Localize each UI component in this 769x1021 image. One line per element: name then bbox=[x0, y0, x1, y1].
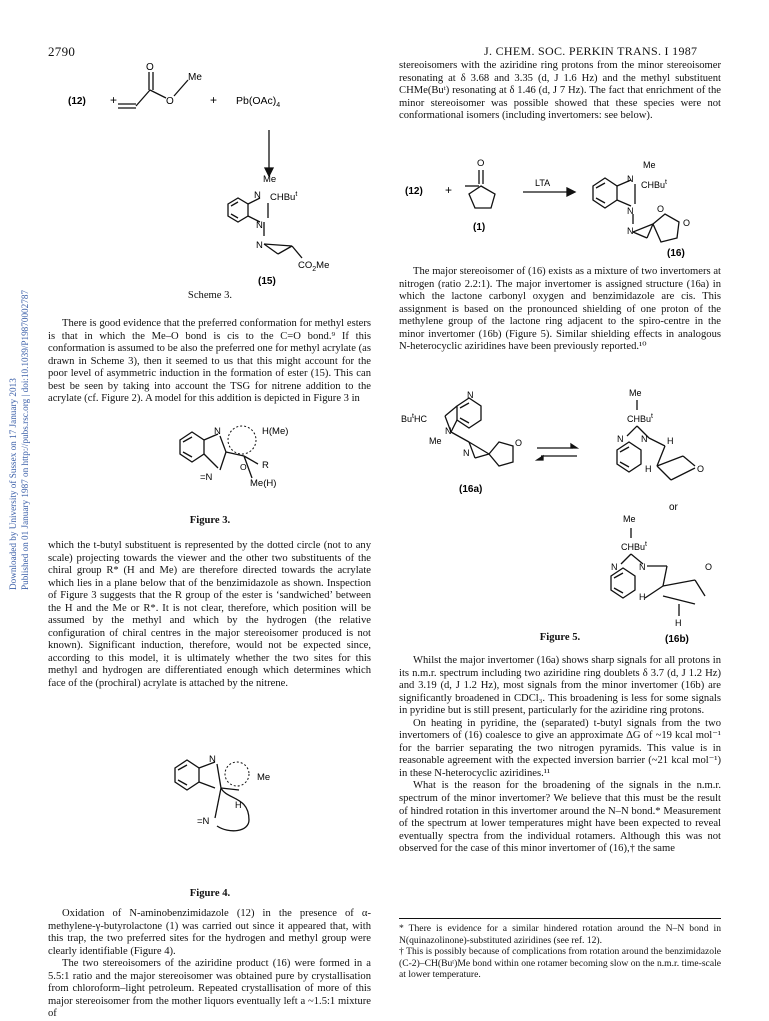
fig5a-n3: N bbox=[463, 448, 470, 458]
figure-3 bbox=[170, 410, 310, 510]
figure-4 bbox=[165, 748, 295, 848]
left-paragraph-3: Oxidation of N-aminobenzimidazole (12) in the presence of α-methylene-γ-butyrolactone (1) was carried out since it appeared that, with this trap, the two preferred sites for the hydrogen and methyl group were clearly identifiable (Figure 4). The two stereoisomers of the aziridine product (16) were formed in a 5.5:1 ratio and the major stereoisomer was obtained pure by crystallisation from chloroform–light petroleum. Repeated crystallisation of more of this major stereoisomer from the mother liquors eventually left a ~1.5:1 mixture of bbox=[48, 908, 371, 1020]
fig5-bot-o: O bbox=[705, 562, 713, 572]
fig5-bot-n1: N bbox=[611, 562, 618, 572]
fig4-me: Me bbox=[257, 772, 271, 783]
fig5-top-h2: H bbox=[645, 464, 652, 474]
lta-o: O bbox=[477, 158, 485, 169]
s3-product-me: Me bbox=[263, 174, 277, 185]
lta-chbut: CHBu$^t$ bbox=[641, 179, 667, 190]
fig5a-n1: N bbox=[467, 390, 474, 400]
lta-o-ring: O bbox=[683, 218, 691, 228]
fig4-n-bottom: =N bbox=[197, 816, 210, 827]
download-watermark bbox=[6, 60, 32, 590]
figure-3-caption: Figure 3. bbox=[189, 515, 231, 526]
fig5-top-o: O bbox=[697, 464, 705, 474]
lta-o-carbonyl: O bbox=[657, 204, 665, 214]
scheme-3 bbox=[40, 58, 370, 308]
fig5a-label: (16a) bbox=[459, 484, 483, 495]
s3-chbut: CHBu$^t$ bbox=[270, 191, 298, 203]
s3-reactant-label: (12) bbox=[68, 96, 86, 107]
s3-n2: N bbox=[256, 220, 263, 231]
scheme-3-caption: Scheme 3. bbox=[187, 290, 233, 301]
lta-plus: + bbox=[445, 183, 453, 197]
fig4-h: H bbox=[235, 800, 242, 810]
fig5-or: or bbox=[669, 502, 678, 513]
fig3-o: O bbox=[240, 462, 247, 472]
fig5a-o: O bbox=[515, 438, 523, 448]
s3-o-carbonyl: O bbox=[146, 62, 154, 73]
lta-reagent: LTA bbox=[535, 178, 551, 188]
fig5a-me: Me bbox=[429, 436, 442, 446]
lta-product-me: Me bbox=[643, 160, 656, 170]
page-number: 2790 bbox=[48, 44, 76, 59]
lta-n3: N bbox=[627, 226, 634, 236]
fig5-bot-chbut: CHBu$^t$ bbox=[621, 541, 647, 552]
fig3-n-top: N bbox=[214, 426, 221, 437]
fig5-bot-h: H bbox=[639, 592, 646, 602]
s3-n1: N bbox=[254, 190, 261, 201]
s3-o-ester: O bbox=[166, 96, 174, 107]
left-paragraph-1: There is good evidence that the preferred conformation for methyl esters is that in which the Me–O bond is cis to the C=O bond.⁹ If this conformation is assumed to be also the preferred one for methyl acrylate (as drawn in Scheme 3), then it seemed to us that this might account for the poor level of asymmetric induction in the formation of ester (15). This can best be seen by taking into account the TSG for nitrene addition to the acrylate (cf. Figure 2). A model for this addition is depicted in Figure 3 in bbox=[48, 318, 371, 405]
left-paragraph-4: The two stereoisomers of the aziridine product (16) were formed in a 5.5:1 ratio and the major stereoisomer was obtained pure by crystallisation from chloroform–light petroleum. Repeated crystallisation of more of this major stereoisomer from the mother liquors eventually left a ~1.5:1 mixture of bbox=[48, 958, 371, 1020]
fig5-bot-me: Me bbox=[623, 514, 636, 524]
fig5a-n2: N bbox=[445, 426, 452, 436]
footnote-1: * There is evidence for a similar hindered rotation around the N–N bond in N(quinazolinone)-substituted aziridines (see ref. 12). bbox=[399, 923, 721, 946]
s3-me: Me bbox=[188, 72, 202, 83]
right-paragraph-2: The major stereoisomer of (16) exists as a mixture of two invertomers at nitrogen (ratio 2.2:1). The major invertomer is assigned structure (16a) in which the lactone carbonyl oxygen and benzimidazole are cis. This assignment is based on the pronounced shielding of one proton of the methylene group of the lactone ring adjacent to the spiro-centre in the minor invertomer (16b) (Figure 5). Similar shielding effects in analogous N-heterocyclic aziridines have been previously reported.¹⁰ bbox=[399, 266, 721, 353]
right-paragraph-5: What is the reason for the broadening of the signals in the n.m.r. spectrum of the minor invertomer? We believe that this must be the result of hindred rotation in this invertomer around the N–N bond.* Measurement of the spectrum at lower temperatures might have been expected to reveal eventually spectra from the individual rotamers. Although this was not observed for the case of this minor invertomer of (16),† the same bbox=[399, 780, 721, 855]
published-line: Published on 01 January 1987 on http://pubs.rsc.org | doi:10.1039/P19870002787 bbox=[20, 289, 30, 590]
lta-n2: N bbox=[627, 206, 634, 216]
scheme-lta bbox=[395, 150, 725, 260]
fig3-me-h: Me(H) bbox=[250, 478, 277, 489]
right-paragraph-3: Whilst the major invertomer (16a) shows sharp signals for all protons in its n.m.r. spectrum including two aziridine ring doublets δ 3.7 (d, J 1.2 Hz) and 3.19 (d, J 1.2 Hz), most signals from the minor invertomer (16b) are significantly broadened in CDCl₃. This broadening is less for some signals in pyridine but is still present, particularly for the aziridine ring protons. bbox=[399, 655, 721, 717]
fig5-top-n1: N bbox=[617, 434, 624, 444]
s3-co2me: $CO_2Me$ bbox=[298, 260, 330, 273]
s3-plus2: + bbox=[210, 93, 218, 107]
figure-5-caption: Figure 5. bbox=[539, 632, 581, 643]
fig5-bot-h2: H bbox=[675, 618, 682, 628]
downloaded-line: Downloaded by University of Sussex on 17 January 2013 bbox=[8, 378, 18, 590]
footnote-2: † This is possibly because of complications from rotation around the benzimidazole (C-2)–CH(Buᵗ)Me bond within one rotamer becoming slow on the n.m.r. time-scale at lower temperature. bbox=[399, 946, 721, 981]
fig4-n-top: N bbox=[209, 754, 216, 765]
footnote-rule bbox=[399, 918, 721, 919]
lta-lactone-label: (1) bbox=[473, 222, 486, 233]
fig5-bot-n2: N bbox=[639, 562, 646, 572]
fig3-h-me: H(Me) bbox=[262, 426, 289, 437]
footnotes bbox=[399, 923, 721, 981]
right-paragraphs-lower bbox=[399, 655, 721, 856]
fig3-r: R bbox=[262, 460, 269, 471]
right-paragraph-4: On heating in pyridine, the (separated) t-butyl signals from the two invertomers of (16) coalesce to give an approximate ΔG of ~19 kcal mol⁻¹ for the barrier separating the two nitrogen pyramids. This value is in reasonable agreement with the expected inversion barrier (~21 kcal mol⁻¹) in these N-heterocyclic aziridines.¹¹ bbox=[399, 717, 721, 779]
fig5b-label: (16b) bbox=[665, 634, 689, 645]
fig5-top-chbut: CHBu$^t$ bbox=[627, 413, 653, 424]
lta-reactant: (12) bbox=[405, 186, 423, 197]
s3-n3: N bbox=[256, 240, 263, 251]
s3-reagent: $Pb(OAc)_4$ bbox=[236, 95, 281, 109]
right-paragraph-1: stereoisomers with the aziridine ring protons from the minor stereoisomer resonating at δ 3.68 and 3.35 (d, J 1.6 Hz) and the methyl substituent CHMe(Buᵗ) resonating at δ 1.46 (d, J 7 Hz). The fact that enrichment of the minor stereoisomer was possible showed that these species were not conformational isomers (including invertomers: see below). bbox=[399, 60, 721, 122]
s3-plus1: + bbox=[110, 93, 118, 107]
lta-product-label: (16) bbox=[667, 248, 685, 259]
journal-header: J. CHEM. SOC. PERKIN TRANS. I 1987 bbox=[484, 44, 698, 58]
fig5-top-h: H bbox=[667, 436, 674, 446]
fig3-n-bottom: =N bbox=[200, 472, 213, 483]
lta-n1: N bbox=[627, 174, 634, 184]
figure-5 bbox=[395, 386, 725, 646]
fig5-top-n2: N bbox=[641, 434, 648, 444]
fig5-top-me: Me bbox=[629, 388, 642, 398]
s3-product-label: (15) bbox=[258, 276, 276, 287]
figure-4-caption: Figure 4. bbox=[189, 888, 231, 899]
left-paragraph-2: which the t-butyl substituent is represented by the dotted circle (not to any scale) projecting towards the viewer and the other two substituents of the chiral group R* (H and Me) are therefore directed towards the acrylate which lies in a plane below that of the benzimidazole as shown. Inspection of Figure 3 suggests that the R group of the ester is ‘sandwiched’ between the H and the Me or R*. It is not clear, therefore, which position will be assumed by the methyl and which by the hydrogen (the relative configuration of chiral centres in the major stereoisomer produced is not known). Significant induction, therefore, would not be expected since, according to this model, it is ultimately whether the two sites for this methyl and hydrogen are differentiated enough which determines which face of the (prochiral) acrylate is attached by the nitrene. bbox=[48, 540, 371, 690]
fig5a-but: Bu$^t$HC bbox=[401, 413, 427, 424]
